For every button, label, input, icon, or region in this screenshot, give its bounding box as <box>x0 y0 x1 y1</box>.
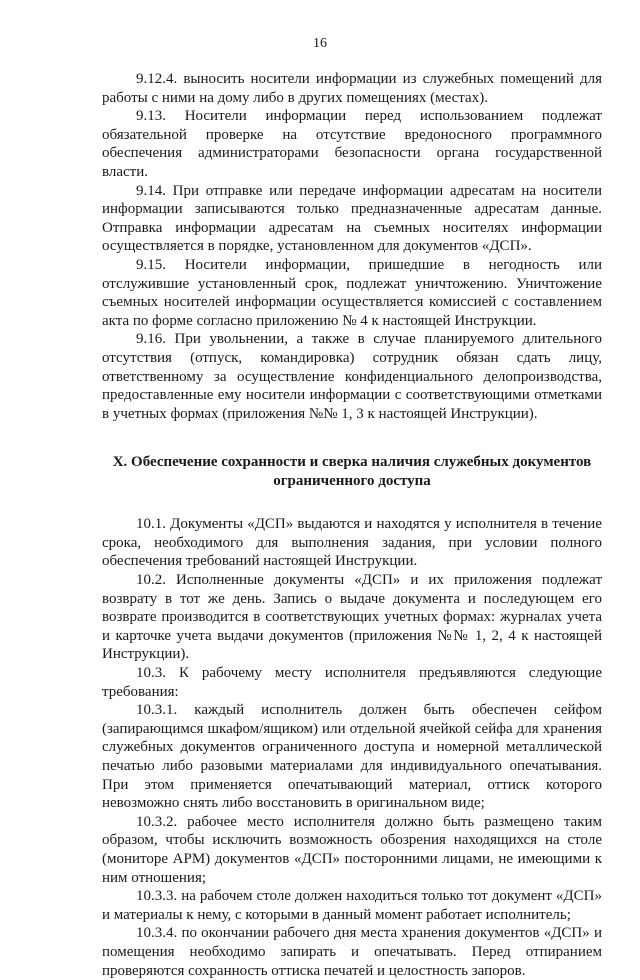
paragraph-10-1: 10.1. Документы «ДСП» выдаются и находятся у исполнителя в течение срока, необходимого для выполнения задания, при условии полного обеспечения требований настоящей Инструкции. <box>102 516 602 570</box>
paragraph-9-12-4: 9.12.4. выносить носители информации из служебных помещений для работы с ними на дому либо в других помещениях (местах). <box>102 71 602 106</box>
paragraph-10-3-1: 10.3.1. каждый исполнитель должен быть обеспечен сейфом (запирающимся шкафом/ящиком) или отдельной ячейкой сейфа для хранения служебных документов ограниченного доступа и номерной металлической печатью либо разовыми материалами для индивидуального опечатывания. При этом применяется опечатывающий материал, оттиск которого невозможно снять либо восстановить в оригинальном виде; <box>102 702 602 812</box>
paragraph-10-3-4: 10.3.4. по окончании рабочего дня места хранения документов «ДСП» и помещения необходимо запирать и опечатывать. Перед отпиранием проверяются сохранность оттиска печатей и целостность запоров. <box>102 925 602 979</box>
paragraph-9-13: 9.13. Носители информации перед использованием подлежат обязательной проверке на отсутствие вредоносного программного обеспечения администраторами безопасности органа государственной власти. <box>102 108 602 180</box>
paragraph-10-3-3: 10.3.3. на рабочем столе должен находиться только тот документ «ДСП» и материалы к нему, с которыми в данный момент работает исполнитель; <box>102 888 602 923</box>
paragraph-9-15: 9.15. Носители информации, пришедшие в негодность или отслужившие установленный срок, подлежат уничтожению. Уничтожение съемных носителей информации осуществляется комиссией с составлением акта по форме согласно приложению № 4 к настоящей Инструкции. <box>102 256 602 329</box>
page-number: 16 <box>313 36 327 51</box>
section-heading-line-1: X. Обеспечение сохранности и сверка наличия служебных документов <box>112 454 592 471</box>
paragraph-10-2: 10.2. Исполненные документы «ДСП» и их приложения подлежат возврату в тот же день. Запись о выдаче документа и последующем его возврате производится в соответствующих учетных формах: журналах учета и карточке учета выдачи документов (приложения №№ 1, 2, 4 к настоящей Инструкции). <box>102 572 602 663</box>
paragraph-9-16: 9.16. При увольнении, а также в случае планируемого длительного отсутствия (отпуск, командировка) сотрудник обязан сдать лицу, ответственному за осуществление конфиденциального делопроизводства, предоставленные ему носители информации с соответствующими отметками в учетных формах (приложения №№ 1, 3 к настоящей Инструкции). <box>102 331 602 422</box>
paragraph-10-3-2: 10.3.2. рабочее место исполнителя должно быть размещено таким образом, чтобы исключить возможность обозрения находящихся на столе (мониторе АРМ) документов «ДСП» посторонними лицами, не имеющими к ним отношения; <box>102 813 602 886</box>
document-body <box>102 70 602 980</box>
paragraph-9-14: 9.14. При отправке или передаче информации адресатам на носители информации записываются только предназначенные адресатам данные. Отправка информации адресатам на съемных носителях информации осуществляется в порядке, установленном для документов «ДСП». <box>102 182 602 255</box>
section-heading <box>102 453 602 491</box>
section-heading-line-2: ограниченного доступа <box>273 473 431 490</box>
paragraph-10-3: 10.3. К рабочему месту исполнителя предъявляются следующие требования: <box>102 665 602 700</box>
